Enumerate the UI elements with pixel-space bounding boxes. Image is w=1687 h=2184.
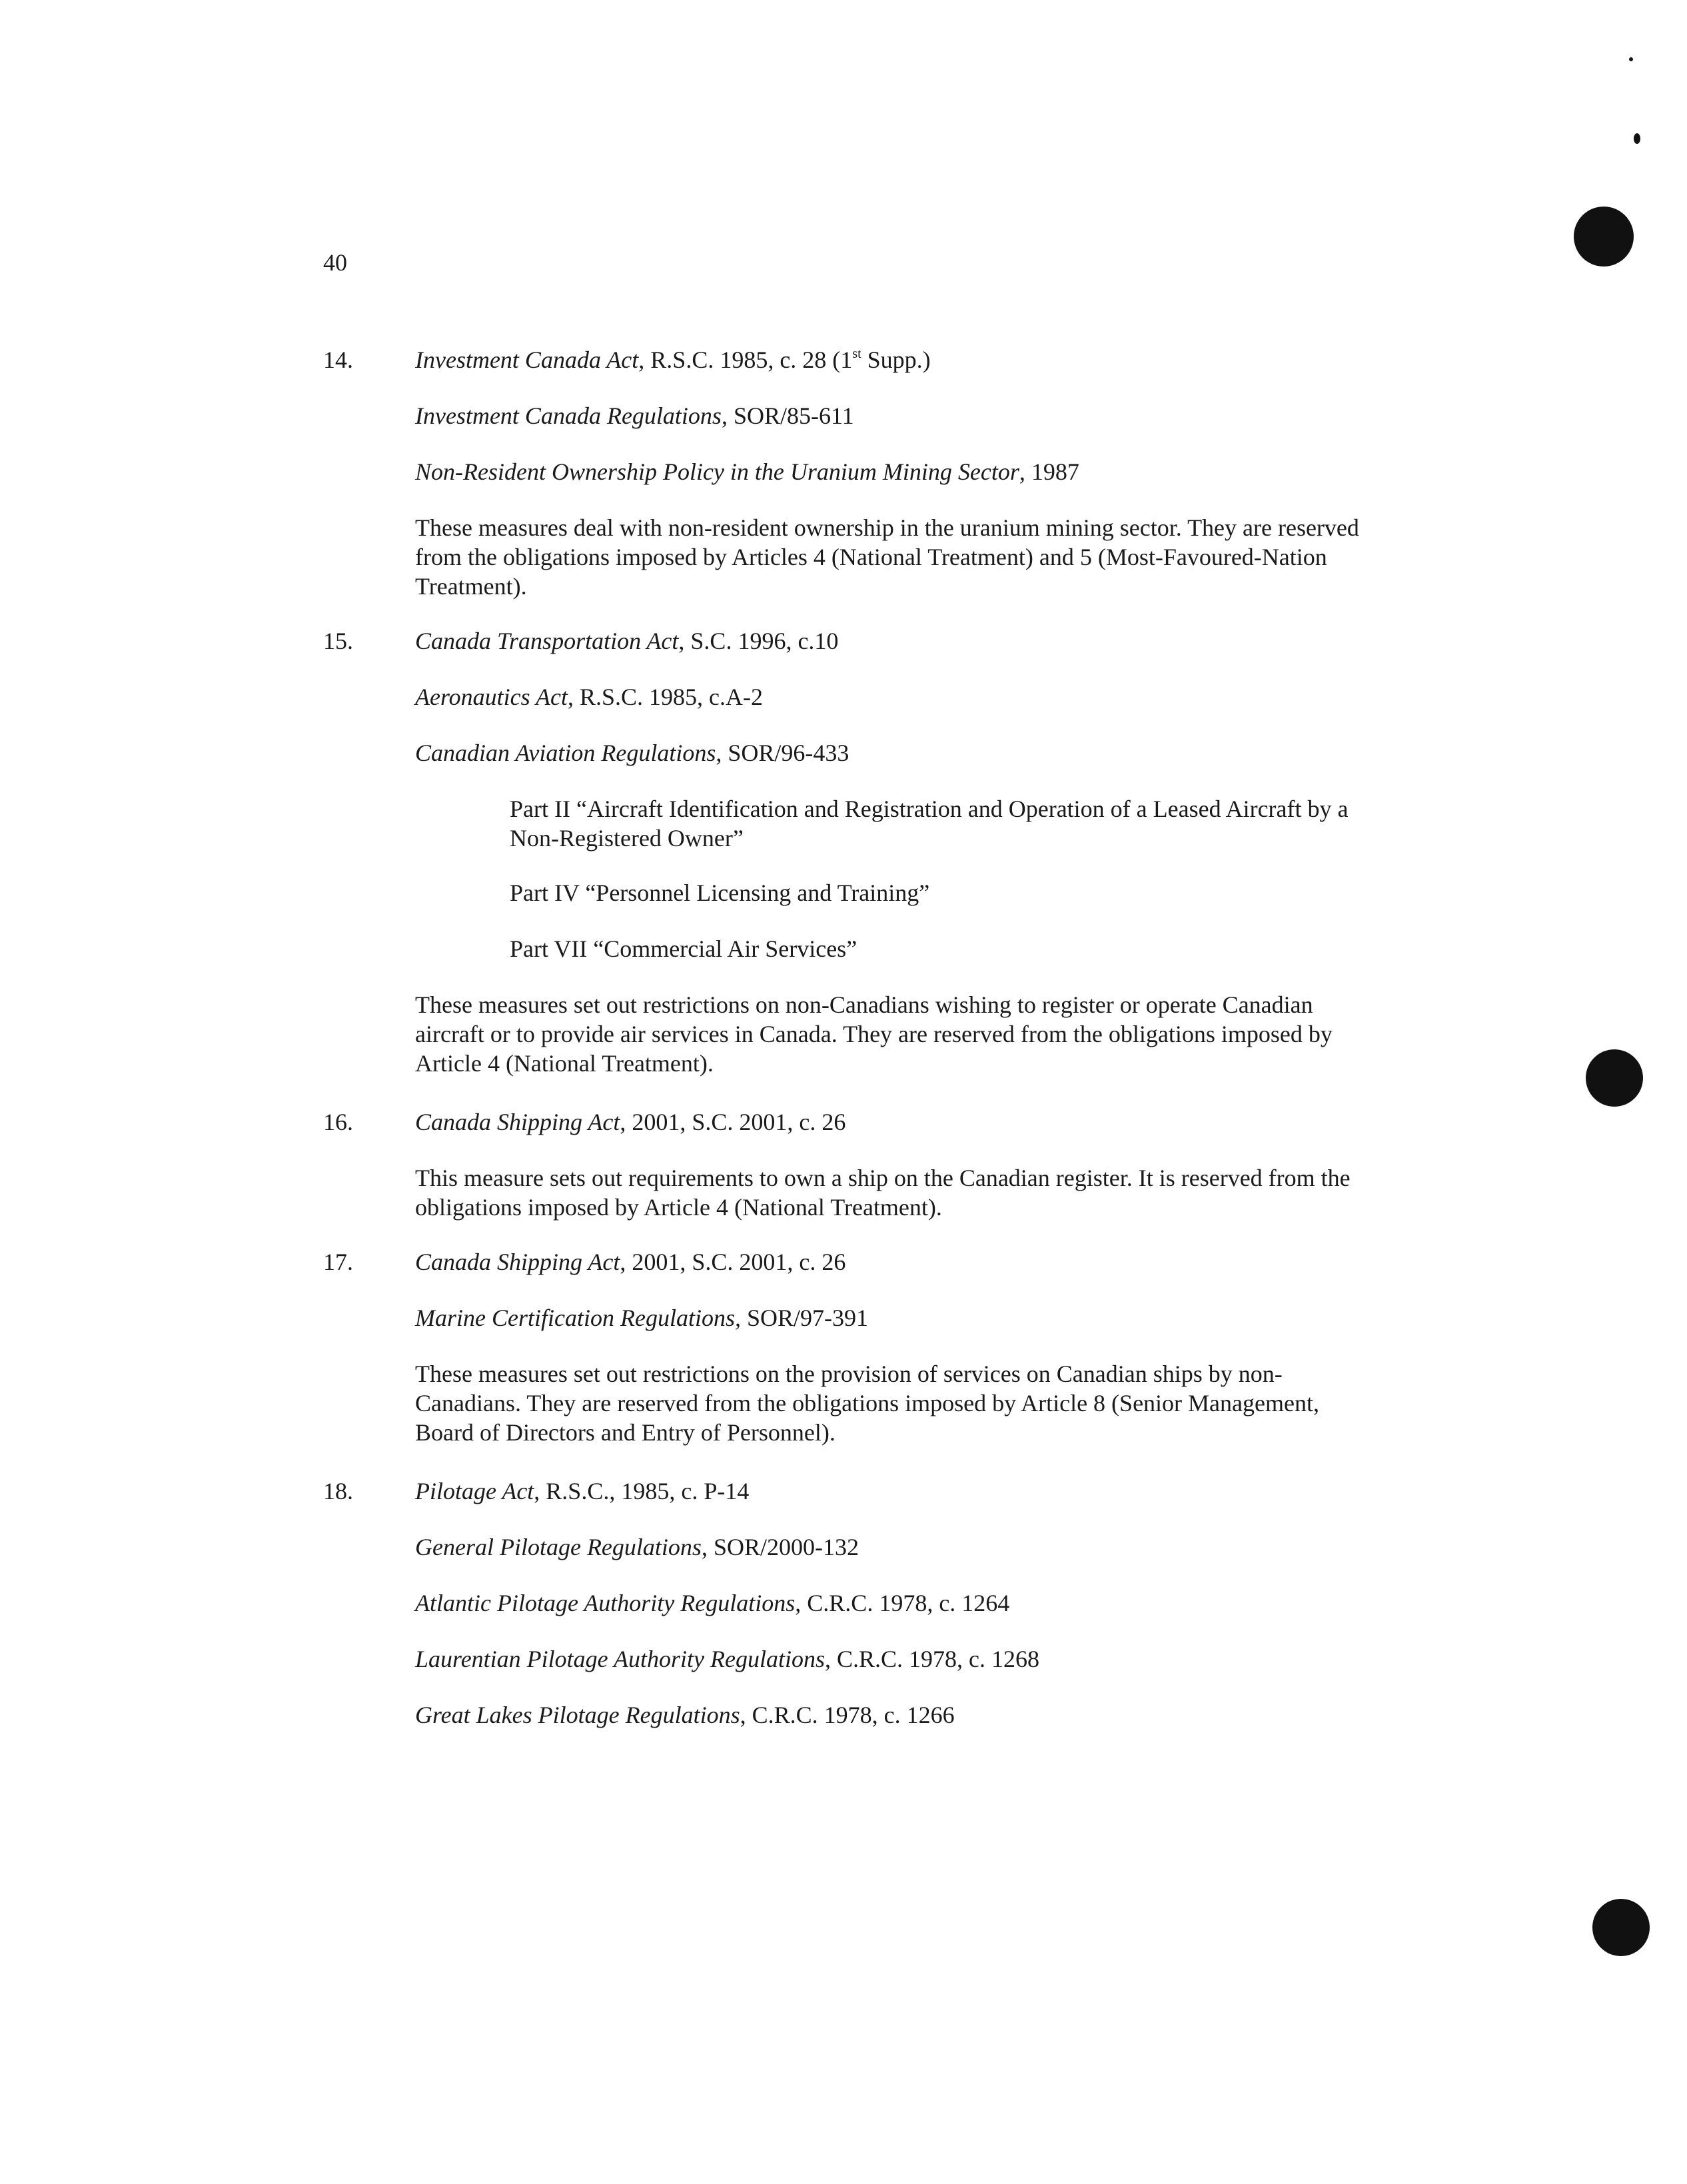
item-number: 16. bbox=[323, 1109, 353, 1135]
citation: , 1987 bbox=[1019, 458, 1079, 485]
scan-speck bbox=[1629, 57, 1633, 61]
citation: , SOR/2000-132 bbox=[701, 1534, 859, 1560]
citation: , R.S.C., 1985, c. P-14 bbox=[534, 1478, 750, 1504]
reference-line bbox=[415, 682, 763, 712]
citation: , S.C. 1996, c.10 bbox=[678, 628, 839, 654]
citation: , C.R.C. 1978, c. 1264 bbox=[795, 1590, 1010, 1616]
act-title: Canadian Aviation Regulations bbox=[415, 740, 716, 766]
description: These measures deal with non-resident ownership in the uranium mining sector. They are reserved from the obligations imposed by Articles 4 (National Treatment) and 5 (Most-Favoured-Nation Treatment). bbox=[415, 514, 1359, 600]
citation: , R.S.C. 1985, c.A-2 bbox=[567, 684, 763, 710]
punch-hole-middle bbox=[1586, 1049, 1643, 1107]
reference-line bbox=[415, 1476, 749, 1506]
reference-line bbox=[415, 345, 931, 374]
act-title: Non-Resident Ownership Policy in the Uranium Mining Sector bbox=[415, 458, 1019, 485]
citation: , C.R.C. 1978, c. 1268 bbox=[824, 1646, 1039, 1672]
citation: , SOR/96-433 bbox=[716, 740, 849, 766]
act-title: Investment Canada Regulations bbox=[415, 402, 722, 429]
act-title: Atlantic Pilotage Authority Regulations bbox=[415, 1590, 796, 1616]
superscript: st bbox=[852, 346, 861, 361]
description: This measure sets out requirements to own a ship on the Canadian register. It is reserved from the obligations imposed by Article 4 (National Treatment). bbox=[415, 1165, 1351, 1221]
punch-hole-bottom bbox=[1592, 1899, 1650, 1956]
regulation-part: Part II “Aircraft Identification and Registration and Operation of a Leased Aircraft by a Non-Registered Owner” bbox=[510, 796, 1349, 851]
act-title: Marine Certification Regulations, bbox=[415, 1305, 741, 1331]
citation: , 2001, S.C. 2001, c. 26 bbox=[620, 1109, 846, 1135]
citation: , SOR/85-611 bbox=[721, 402, 854, 429]
reference-line bbox=[415, 1532, 859, 1562]
item-number: 17. bbox=[323, 1249, 353, 1275]
act-title: Canada Transportation Act bbox=[415, 628, 679, 654]
act-title: Investment Canada Act bbox=[415, 346, 639, 373]
item-number: 15. bbox=[323, 628, 353, 654]
citation: SOR/97-391 bbox=[740, 1305, 868, 1331]
regulation-part: Part IV “Personnel Licensing and Training” bbox=[510, 879, 930, 906]
description: These measures set out restrictions on the provision of services on Canadian ships by non-Canadians. They are reserved from the obligations imposed by Article 8 (Senior Management, Board of Directors and Entry of Personnel). bbox=[415, 1361, 1319, 1446]
citation: , 2001, S.C. 2001, c. 26 bbox=[620, 1249, 846, 1275]
regulation-part: Part VII “Commercial Air Services” bbox=[510, 935, 857, 962]
punch-hole-top bbox=[1574, 207, 1634, 267]
scan-speck bbox=[1634, 133, 1640, 144]
reference-line bbox=[415, 1107, 845, 1137]
item-number: 18. bbox=[323, 1478, 353, 1504]
reference-line bbox=[415, 1700, 955, 1730]
reference-line bbox=[415, 401, 854, 430]
act-title: Canada Shipping Act bbox=[415, 1249, 620, 1275]
item-number: 14. bbox=[323, 346, 353, 373]
citation-tail: Supp.) bbox=[861, 346, 931, 373]
citation: , C.R.C. 1978, c. 1266 bbox=[740, 1702, 955, 1728]
reference-line bbox=[415, 738, 849, 768]
description: These measures set out restrictions on non-Canadians wishing to register or operate Canadian aircraft or to provide air services in Canada. They are reserved from the obligations imposed by Article 4 (National Treatment). bbox=[415, 991, 1333, 1077]
reference-line bbox=[415, 626, 838, 656]
reference-line bbox=[415, 1303, 868, 1333]
act-title: Canada Shipping Act bbox=[415, 1109, 620, 1135]
page-number: 40 bbox=[323, 249, 347, 276]
act-title: General Pilotage Regulations bbox=[415, 1534, 702, 1560]
reference-line bbox=[415, 1644, 1039, 1674]
act-title: Great Lakes Pilotage Regulations bbox=[415, 1702, 740, 1728]
reference-line bbox=[415, 457, 1079, 486]
reference-line bbox=[415, 1247, 845, 1277]
act-title: Pilotage Act bbox=[415, 1478, 534, 1504]
citation: , R.S.C. 1985, c. 28 (1 bbox=[638, 346, 853, 373]
reference-line bbox=[415, 1588, 1009, 1618]
act-title: Laurentian Pilotage Authority Regulations bbox=[415, 1646, 825, 1672]
act-title: Aeronautics Act bbox=[415, 684, 568, 710]
